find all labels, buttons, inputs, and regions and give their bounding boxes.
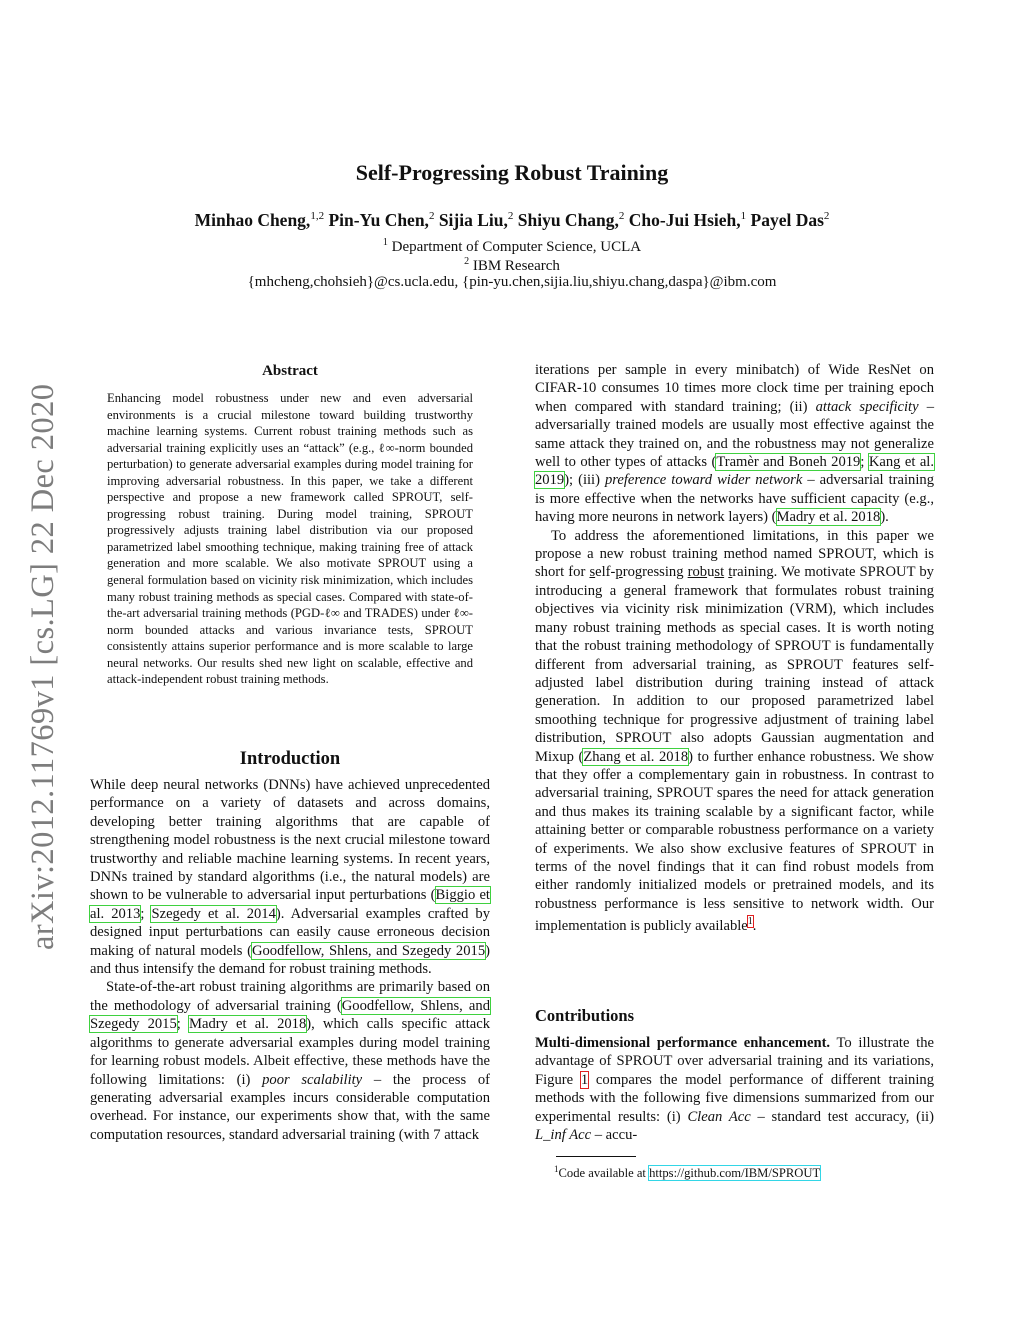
author: Cho-Jui Hsieh, bbox=[628, 210, 741, 230]
abstract-body: Enhancing model robustness under new and even adversarial environments is a crucial milestone toward building trustworthy machine learning systems. Current robust training methods such as adversarial training explicitly uses an “attack” (e.g., ℓ∞-norm bounded perturbation) to generate adversarial examples during model training for improving adversarial robustness. In this paper, we take a different perspective and propose a new framework called SPROUT, self-progressing robust training. During model training, SPROUT progressively adjusts training label distribution via our proposed parametrized label smoothing technique, making training free of attack generation and more scalable. We also motivate SPROUT using a general formulation based on vicinity risk minimization, which includes many robust training methods as special cases. Compared with state-of-the-art adversarial training methods (PGD-ℓ∞ and TRADES) under ℓ∞-norm bounded attacks and various invariance tests, SPROUT consistently attains superior performance and is more scalable to large neural networks. Our results shed new light on scalable, effective and attack-independent robust training methods. bbox=[107, 391, 473, 687]
citation-link[interactable]: Goodfellow, Shlens, and Szegedy 2015 bbox=[90, 997, 490, 1033]
author: Sijia Liu, bbox=[438, 210, 508, 230]
left-column-body bbox=[90, 776, 490, 1144]
citation-link[interactable]: Madry et al. 2018 bbox=[776, 509, 881, 526]
author-affiliation-mark: 2 bbox=[823, 210, 830, 223]
author-affiliation-mark: 2 bbox=[618, 210, 625, 223]
code-url-link[interactable]: https://github.com/IBM/SPROUT bbox=[649, 1166, 821, 1181]
author-affiliation-mark: 2 bbox=[428, 210, 435, 223]
affiliation-number: 1 bbox=[382, 237, 388, 248]
contributions-paragraph: Multi-dimensional performance enhancement. To illustrate the advantage of SPROUT over adversarial training and its variations, Figure 1 compares the model performance of different training methods with the following five dimensions summarized from our experimental results: (i) Clean Acc – standard test accuracy, (ii) L_inf Acc – accu- bbox=[535, 1035, 934, 1144]
citation-link[interactable]: Kang et al. 2019 bbox=[535, 454, 935, 489]
intro-paragraph-1: While deep neural networks (DNNs) have achieved unprecedented performance on a variety of datasets and across domains, developing better training algorithms that are capable of strengthening model robustness is the next crucial milestone toward trustworthy and reliable machine learning systems. In recent years, DNNs trained by standard algorithms (i.e., the natural models) are shown to be vulnerable to adversarial input perturbations (Biggio et al. 2013; Szegedy et al. 2014). Adversarial examples crafted by designed input perturbations can easily cause erroneous decision making of natural models (Goodfellow, Shlens, and Szegedy 2015) and thus intensify the demand for robust training methods. bbox=[90, 777, 490, 978]
footnote-mark: 1 bbox=[554, 1164, 559, 1174]
footnote: $^1$Code available at https://github.com/IBM/SPROUT bbox=[554, 1164, 821, 1181]
affiliation-1 bbox=[0, 237, 1024, 256]
right-column-body bbox=[535, 361, 934, 935]
author: Payel Das bbox=[750, 210, 824, 230]
citation-link[interactable]: Zhang et al. 2018 bbox=[583, 748, 689, 765]
paper-title: Self-Progressing Robust Training bbox=[355, 160, 669, 185]
affiliation-number: 2 bbox=[464, 256, 470, 267]
arxiv-stamp: arXiv:2012.11769v1 [cs.LG] 22 Dec 2020 bbox=[25, 383, 61, 950]
author: Pin-Yu Chen, bbox=[328, 210, 429, 230]
author-affiliation-mark: 1,2 bbox=[310, 210, 325, 223]
intro-paragraph-2-continued: iterations per sample in every minibatch) of Wide ResNet on CIFAR-10 consumes 10 times more clock time per training epoch when compared with standard training; (ii) attack specificity – adversarially trained models are usually most effective against the same attack they trained on, and the robustness may not generalize well to other types of attacks (Tramèr and Boneh 2019; Kang et al. 2019); (iii) preference toward wider network – adversarial training is more effective when the networks have sufficient capacity (e.g., having more neurons in network layers) (Madry et al. 2018). bbox=[535, 362, 935, 526]
contributions-heading: Contributions bbox=[535, 1006, 635, 1025]
author: Minhao Cheng, bbox=[194, 210, 311, 230]
contributions-body bbox=[535, 1034, 934, 1144]
footnote-rule bbox=[556, 1156, 636, 1157]
citation-link[interactable]: Madry et al. 2018 bbox=[189, 1016, 307, 1033]
author: Shiyu Chang, bbox=[517, 210, 619, 230]
author-affiliation-mark: 2 bbox=[507, 210, 514, 223]
citation-link[interactable]: Goodfellow, Shlens, and Szegedy 2015 bbox=[251, 942, 486, 959]
abstract-heading: Abstract bbox=[262, 363, 318, 379]
citation-link[interactable]: Szegedy et al. 2014 bbox=[151, 905, 276, 922]
intro-paragraph-3: To address the aforementioned limitations, in this paper we propose a new robust training method named SPROUT, which is short for self-progressing robust training. We motivate SPROUT by introducing a general framework that formulates robust training objectives via vicinity risk minimization (VRM), which includes many robust training methods as special cases. It is worth noting that the robust training methodology of SPROUT is fundamentally different from adversarial training, as SPROUT features self-adjusted label distribution during training instead of attack generation. In addition to our proposed parametrized label smoothing technique for progressive adjustment of training label distribution, SPROUT also adopts Gaussian augmentation and Mixup (Zhang et al. 2018) to further enhance robustness. We show that they offer a complementary gain in robustness. In contrast to adversarial training, SPROUT spares the need for attack generation and thus makes its training scalable by a significant factor, while attaining better or comparable robustness performance on a variety of experiments. We also show exclusive features of SPROUT in terms of the novel findings that it can find robust models from either randomly initialized models or pretrained models, and its robustness performance is less sensitive to network width. Our implementation is publicly available$^1$. bbox=[535, 527, 934, 935]
affiliation-2 bbox=[0, 256, 1024, 275]
intro-paragraph-2: State-of-the-art robust training algorithms are primarily based on the methodology of adversarial training (Goodfellow, Shlens, and Szegedy 2015; Madry et al. 2018), which calls specific attack algorithms to generate adversarial examples during model training for learning robust models. Albeit effective, these methods have the following limitations: (i) poor scalability – the process of generating adversarial examples incurs considerable computation overhead. For instance, our experiments show that, with the same computation resources, standard adversarial training (with 7 attack bbox=[90, 979, 490, 1143]
citation-link[interactable]: Biggio et al. 2013 bbox=[90, 887, 490, 922]
author-list bbox=[0, 210, 1024, 231]
figure-link[interactable]: 1 bbox=[580, 1071, 589, 1088]
author-affiliation-mark: 1 bbox=[740, 210, 747, 223]
citation-link[interactable]: Tramèr and Boneh 2019 bbox=[716, 454, 861, 471]
author-emails: {mhcheng,chohsieh}@cs.ucla.edu, {pin-yu.chen,sijia.liu,shiyu.chang,daspa}@ibm.com bbox=[247, 274, 777, 290]
footnote-link[interactable]: 1 bbox=[747, 916, 753, 928]
affiliation-text: Department of Computer Science, UCLA bbox=[391, 239, 642, 255]
introduction-heading: Introduction bbox=[239, 749, 341, 769]
affiliation-text: IBM Research bbox=[472, 258, 560, 274]
